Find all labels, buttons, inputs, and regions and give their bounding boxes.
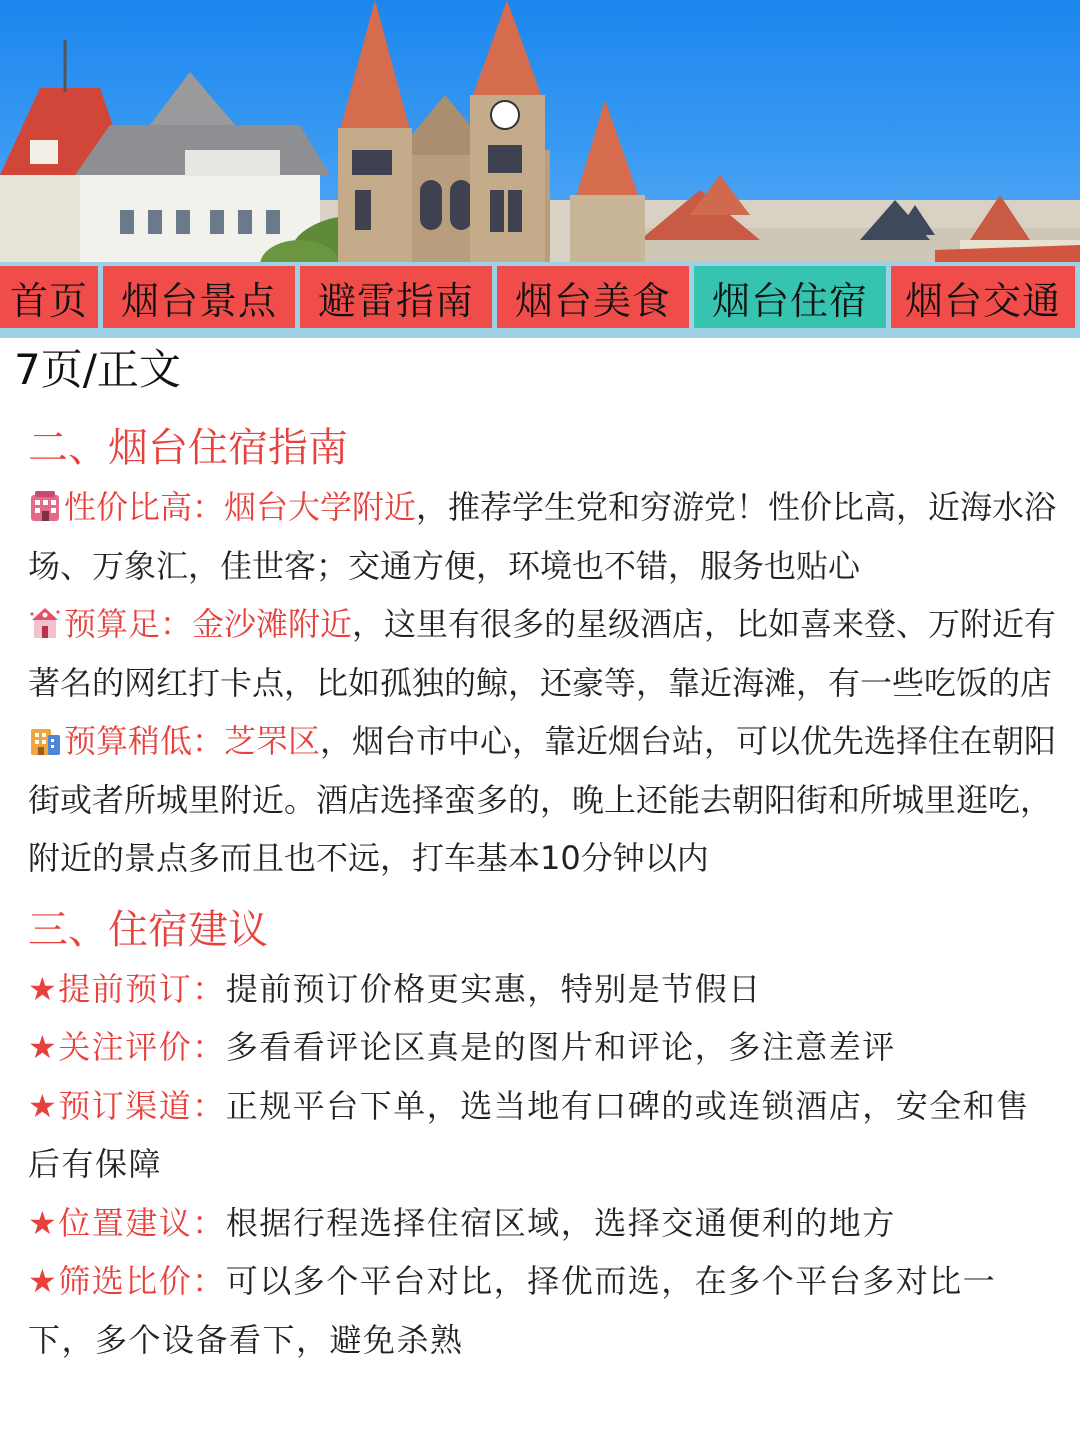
- tip-text: 提前预订价格更实惠，特别是节假日: [225, 969, 762, 1008]
- tip-item-compare-prices: [28, 1252, 1058, 1369]
- star-icon: ★: [28, 1203, 59, 1242]
- star-icon: ★: [28, 969, 59, 1008]
- tip-text: 可以多个平台对比，择优而选，在多个平台多对比一下，多个设备看下，避免杀熟: [28, 1262, 997, 1359]
- category-nav-bar: [0, 266, 1080, 328]
- tip-item-check-reviews: [28, 1018, 1058, 1077]
- guide-item-budget-low: [28, 712, 1058, 888]
- guide-item-highlight: 性价比高：烟台大学附近: [64, 488, 417, 526]
- guide-item-text: ，推荐学生党和穷游党！性价比高，近海水浴场、万象汇，佳世客；交通方便，环境也不错，服务也贴心: [28, 488, 1057, 585]
- tip-label: 筛选比价：: [58, 1262, 226, 1300]
- tip-item-location: [28, 1194, 1058, 1253]
- star-icon: ★: [28, 1262, 59, 1300]
- tab-attractions[interactable]: 烟台景点: [103, 266, 295, 328]
- wedding-chapel-icon: [28, 606, 62, 640]
- article-body: [28, 418, 1058, 1369]
- hotel-icon: [28, 489, 62, 523]
- tip-label: 预订渠道：: [58, 1086, 226, 1125]
- star-icon: ★: [28, 1028, 59, 1066]
- section-title-accommodation-tips: 三、住宿建议: [28, 906, 268, 953]
- section-title-accommodation-guide: 二、烟台住宿指南: [28, 425, 348, 471]
- tip-text: 正规平台下单，选当地有口碑的或连锁酒店，安全和售后有保障: [28, 1086, 1030, 1183]
- tip-label: 位置建议：: [58, 1203, 226, 1242]
- tab-food[interactable]: 烟台美食: [497, 266, 689, 328]
- page-label: 7页/正文: [14, 345, 181, 394]
- guide-item-text: ，烟台市中心，靠近烟台站，可以优先选择住在朝阳街或者所城里附近。酒店选择蛮多的，晚上还能去朝阳街和所城里逛吃，附近的景点多而且也不远，打车基本10分钟以内: [28, 722, 1057, 877]
- tab-home[interactable]: 首页: [0, 266, 98, 328]
- tab-accommodation[interactable]: 烟台住宿: [694, 266, 886, 328]
- guide-item-budget-value: [28, 478, 1058, 595]
- tip-item-booking-channel: [28, 1077, 1058, 1194]
- guide-item-text: ，这里有很多的星级酒店，比如喜来登、万附近有著名的网红打卡点，比如孤独的鲸，还豪等，靠近海滩，有一些吃饭的店: [28, 605, 1057, 702]
- guide-item-highlight: 预算足：金沙滩附近: [64, 605, 353, 643]
- tip-text: 根据行程选择住宿区域，选择交通便利的地方: [225, 1203, 896, 1242]
- tip-label: 提前预订：: [58, 969, 226, 1008]
- hotel-icon: [28, 723, 62, 757]
- tip-item-book-early: [28, 960, 1058, 1019]
- tip-text: 多看看评论区真是的图片和评论，多注意差评: [225, 1028, 896, 1066]
- guide-item-highlight: 预算稍低：芝罘区: [64, 722, 321, 760]
- tip-label: 关注评价：: [58, 1028, 226, 1066]
- tab-transport[interactable]: 烟台交通: [891, 266, 1075, 328]
- guide-item-budget-high: [28, 595, 1058, 712]
- star-icon: ★: [28, 1086, 59, 1125]
- tab-pitfall-guide[interactable]: 避雷指南: [300, 266, 492, 328]
